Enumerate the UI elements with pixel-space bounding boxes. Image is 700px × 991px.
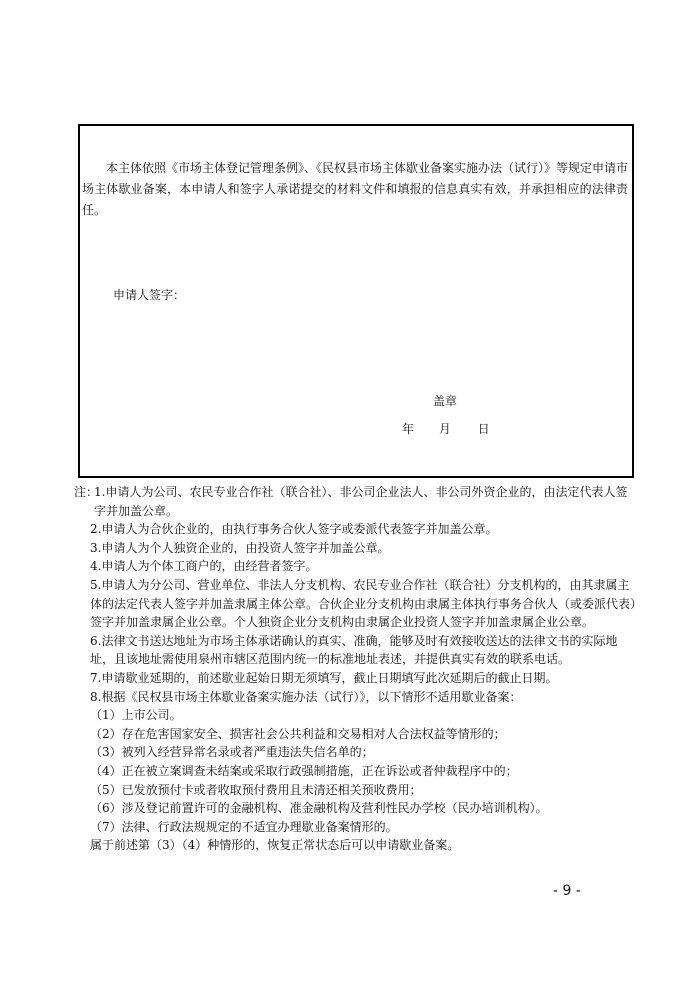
note-item: 1.申请人为公司、农民专业合作社（联合社）、非公司企业法人、非公司外资企业的，由法定代表人签字并加盖公章。	[94, 485, 628, 518]
notes-section	[74, 483, 639, 855]
note-item: 5.申请人为分公司、营业单位、非法人分支机构、农民专业合作社（联合社）分支机构的，由其隶属主体的法定代表人签字并加盖隶属主体公章。合伙企业分支机构由隶属主体执行事务合伙人（或委派代表）签字并加盖隶属企业公章。个人独资企业分支机构由隶属企业投资人签字并加盖隶属企业公章。	[90, 577, 637, 630]
note-sub-item: （1）上市公司。	[90, 708, 182, 723]
note-line-1	[74, 483, 639, 520]
date-day-label: 日	[477, 422, 490, 436]
date-year-label: 年	[402, 422, 415, 436]
note-sub-item: （6）涉及登记前置许可的金融机构、准金融机构及营利性民办学校（民办培训机构）。	[90, 801, 548, 816]
applicant-signature-label: 申请人签字：	[113, 288, 186, 302]
date-month-label: 月	[438, 422, 451, 436]
note-sub-item: （7）法律、行政法规规定的不适宜办理歇业备案情形的。	[90, 819, 398, 834]
note-sub-item: （5）已发放预付卡或者收取预付费用且未清还相关预收费用；	[90, 782, 422, 797]
note-sub-item: （4）正在被立案调查未结案或采取行政强制措施，正在诉讼或者仲裁程序中的；	[90, 763, 518, 778]
note-item: 4.申请人为个体工商户的，由经营者签字。	[90, 559, 318, 574]
note-item: 2.申请人为合伙企业的，由执行事务合伙人签字或委派代表签字并加盖公章。	[90, 522, 498, 537]
notes-intro: 注：	[74, 485, 99, 499]
page-number: - 9 -	[553, 883, 581, 899]
notes-closing: 属于前述第（3）（4）种情形的，恢复正常状态后可以申请歇业备案。	[90, 838, 460, 853]
note-sub-item: （2）存在危害国家安全、损害社会公共利益和交易相对人合法权益等情形的；	[90, 726, 506, 741]
note-item: 3.申请人为个人独资企业的，由投资人签字并加盖公章。	[90, 540, 390, 555]
note-sub-item: （3）被列入经营异常名录或者严重违法失信名单的；	[90, 745, 374, 760]
declaration-text: 本主体依照《市场主体登记管理条例》、《民权县市场主体歇业备案实施办法（试行）》等规定申请市场主体歇业备案，本申请人和签字人承诺提交的材料文件和填报的信息真实有效，并承担相应的法律责任。	[82, 161, 629, 217]
note-item: 6.法律文书送达地址为市场主体承诺确认的真实、准确，能够及时有效接收送达的法律文书的实际地址，且该地址需使用泉州市辖区范围内统一的标准地址表述，并提供真实有效的联系电话。	[90, 633, 618, 667]
date-line	[402, 420, 490, 437]
note-item: 7.申请歇业延期的，前述歇业起始日期无须填写，截止日期填写此次延期后的截止日期。	[90, 670, 558, 685]
note-item: 8.根据《民权县市场主体歇业备案实施办法（试行）》，以下情形不适用歇业备案：	[90, 689, 522, 704]
seal-label: 盖章	[433, 394, 458, 408]
